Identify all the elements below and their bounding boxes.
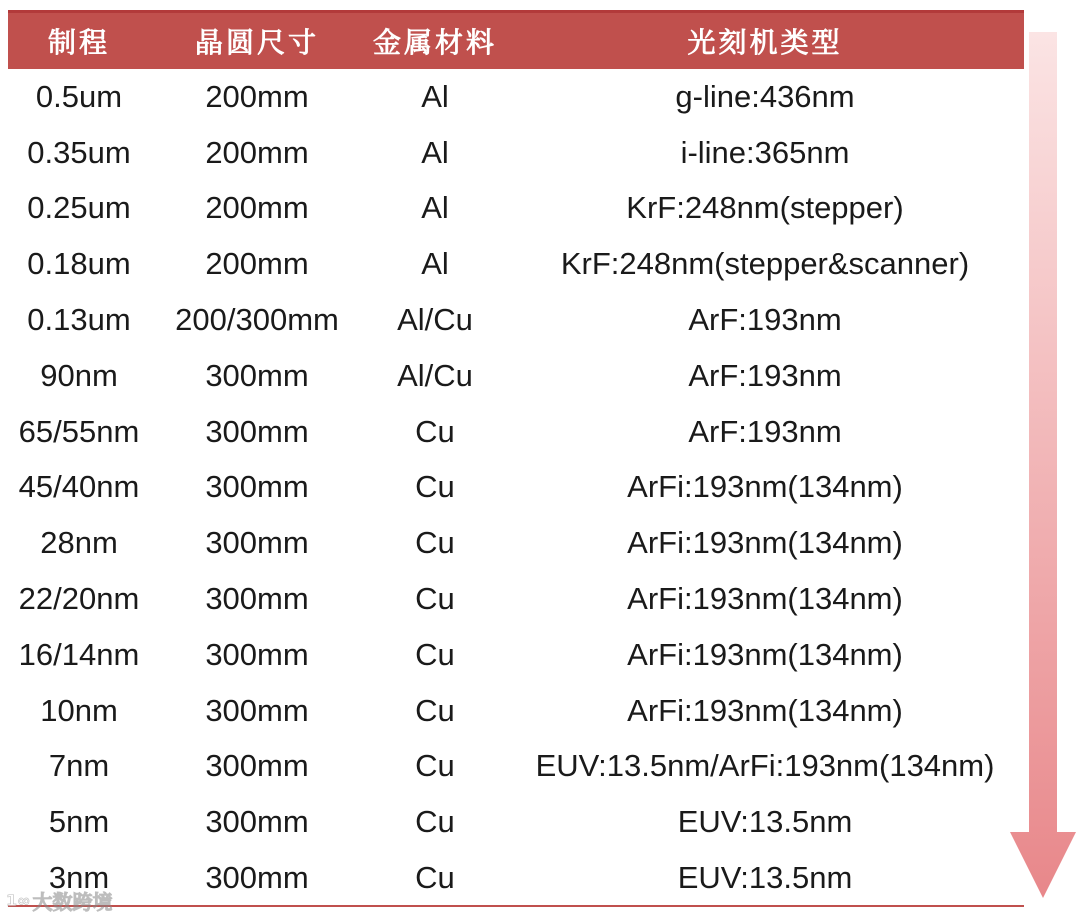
cell-process: 0.18um xyxy=(27,246,131,282)
cell-metal-material: Cu xyxy=(415,692,455,728)
cell-process: 0.25um xyxy=(27,190,131,226)
cell-wafer-size: 200mm xyxy=(205,246,309,282)
cell-metal-material: Al xyxy=(421,78,449,114)
cell-lithography-type: EUV:13.5nm/ArFi:193nm(134nm) xyxy=(535,748,995,784)
table-row xyxy=(8,125,1024,181)
cell-process: 65/55nm xyxy=(18,413,140,449)
cell-wafer-size: 200mm xyxy=(205,190,309,226)
cell-process: 45/40nm xyxy=(18,469,140,505)
cell-wafer-size: 300mm xyxy=(205,525,309,561)
cell-metal-material: Cu xyxy=(415,804,455,840)
cell-wafer-size: 300mm xyxy=(205,581,309,617)
cell-lithography-type: EUV:13.5nm xyxy=(677,860,853,896)
cell-lithography-type: ArFi:193nm(134nm) xyxy=(627,636,903,672)
cell-lithography-type: i-line:365nm xyxy=(680,134,850,170)
table-row xyxy=(8,292,1024,348)
cell-process: 90nm xyxy=(40,357,118,393)
cell-wafer-size: 300mm xyxy=(205,413,309,449)
bottom-rule xyxy=(8,905,1024,907)
cell-wafer-size: 300mm xyxy=(205,748,309,784)
cell-process: 5nm xyxy=(48,804,110,840)
cell-process: 0.13um xyxy=(27,302,131,338)
watermark xyxy=(6,886,112,915)
header-process: 制程 xyxy=(47,26,110,59)
table-row xyxy=(8,404,1024,460)
cell-lithography-type: ArF:193nm xyxy=(688,302,842,338)
cell-lithography-type: ArFi:193nm(134nm) xyxy=(627,692,903,728)
cell-lithography-type: ArFi:193nm(134nm) xyxy=(627,469,903,505)
cell-metal-material: Al/Cu xyxy=(397,302,473,338)
cell-metal-material: Al xyxy=(421,246,449,282)
cell-wafer-size: 200mm xyxy=(205,78,309,114)
table-row xyxy=(8,181,1024,237)
table-row xyxy=(8,683,1024,739)
cell-metal-material: Cu xyxy=(415,469,455,505)
cell-metal-material: Cu xyxy=(415,413,455,449)
table-body xyxy=(8,69,1024,906)
cell-process: 10nm xyxy=(40,692,118,728)
table-row xyxy=(8,460,1024,516)
cell-metal-material: Al xyxy=(421,190,449,226)
header-lithography-type: 光刻机类型 xyxy=(687,26,843,59)
cell-lithography-type: g-line:436nm xyxy=(675,78,855,114)
cell-metal-material: Cu xyxy=(415,581,455,617)
table-row xyxy=(8,739,1024,795)
cell-wafer-size: 300mm xyxy=(205,860,309,896)
cell-process: 0.5um xyxy=(35,78,123,114)
cell-process: 7nm xyxy=(48,748,110,784)
cell-wafer-size: 200mm xyxy=(205,134,309,170)
cell-metal-material: Cu xyxy=(415,525,455,561)
table-row xyxy=(8,348,1024,404)
table-row xyxy=(8,627,1024,683)
cell-lithography-type: KrF:248nm(stepper) xyxy=(626,190,904,226)
watermark-logo: 1∞ xyxy=(6,891,31,910)
down-arrow-icon xyxy=(1010,32,1076,898)
table-row xyxy=(8,571,1024,627)
cell-metal-material: Al xyxy=(421,134,449,170)
process-table xyxy=(8,10,1024,906)
cell-wafer-size: 300mm xyxy=(205,804,309,840)
cell-wafer-size: 300mm xyxy=(205,469,309,505)
cell-wafer-size: 200/300mm xyxy=(175,302,339,338)
header-metal-material: 金属材料 xyxy=(372,26,497,59)
cell-process: 22/20nm xyxy=(18,581,140,617)
cell-process: 28nm xyxy=(40,525,118,561)
cell-process: 0.35um xyxy=(27,134,131,170)
cell-metal-material: Cu xyxy=(415,748,455,784)
cell-lithography-type: EUV:13.5nm xyxy=(677,804,853,840)
cell-process: 3nm xyxy=(48,860,110,896)
cell-wafer-size: 300mm xyxy=(205,692,309,728)
cell-metal-material: Al/Cu xyxy=(397,357,473,393)
table-header xyxy=(8,13,1024,69)
table-row xyxy=(8,69,1024,125)
cell-lithography-type: KrF:248nm(stepper&scanner) xyxy=(560,246,970,282)
cell-process: 16/14nm xyxy=(18,636,140,672)
cell-lithography-type: ArF:193nm xyxy=(688,357,842,393)
cell-lithography-type: ArFi:193nm(134nm) xyxy=(627,525,903,561)
cell-lithography-type: ArF:193nm xyxy=(688,413,842,449)
watermark-text: 大数跨境 xyxy=(32,890,113,914)
table-row xyxy=(8,850,1024,906)
cell-metal-material: Cu xyxy=(415,636,455,672)
header-wafer-size: 晶圆尺寸 xyxy=(194,26,319,59)
cell-wafer-size: 300mm xyxy=(205,357,309,393)
table-row xyxy=(8,515,1024,571)
table-row xyxy=(8,236,1024,292)
cell-wafer-size: 300mm xyxy=(205,636,309,672)
cell-metal-material: Cu xyxy=(415,860,455,896)
cell-lithography-type: ArFi:193nm(134nm) xyxy=(627,581,903,617)
table-row xyxy=(8,794,1024,850)
